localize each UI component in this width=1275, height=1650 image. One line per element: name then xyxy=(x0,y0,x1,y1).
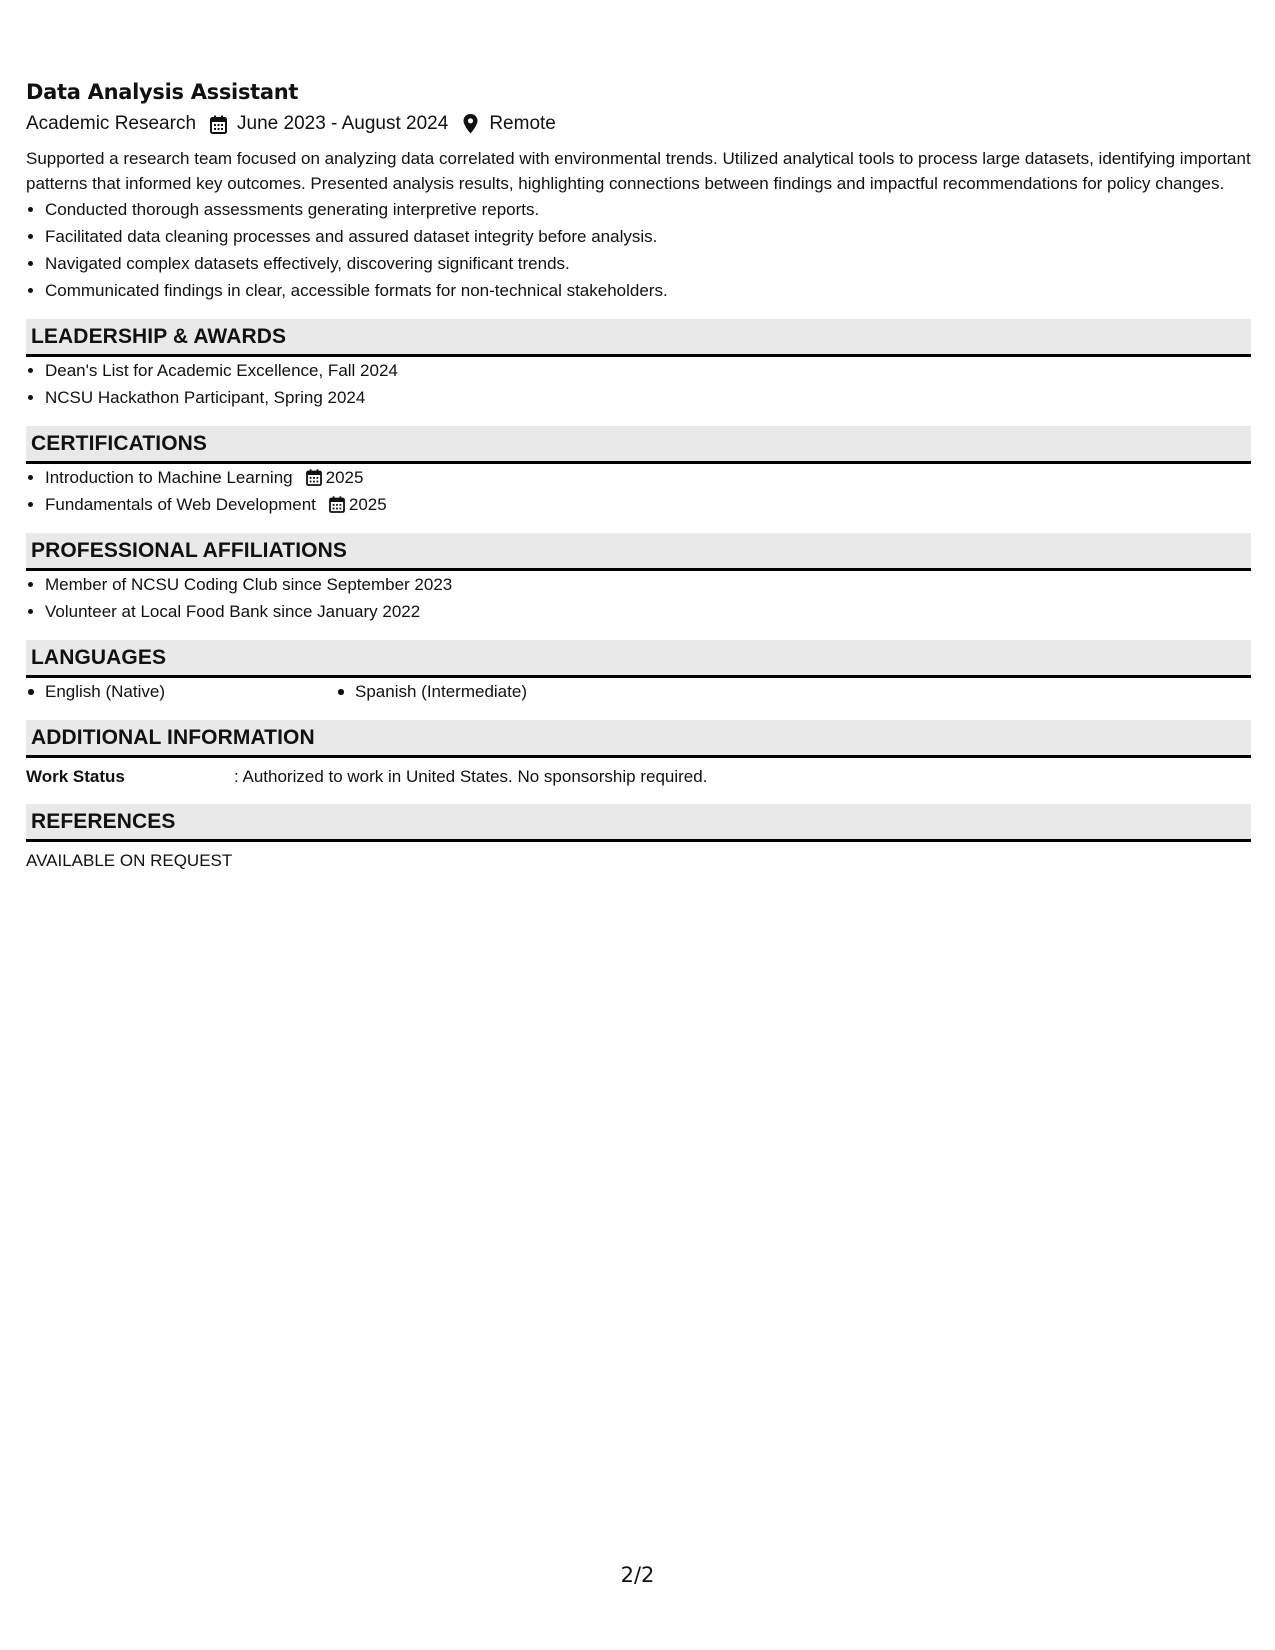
list-item: • Facilitated data cleaning processes and assured dataset integrity before analysis. xyxy=(45,223,1251,250)
list-item: • Conducted thorough assessments generating interpretive reports. xyxy=(45,196,1251,223)
resume-page xyxy=(26,78,1251,873)
work-status-label: Work Status xyxy=(26,767,125,786)
references-section xyxy=(26,804,1251,873)
list-item: English (Native) xyxy=(26,678,336,705)
section-heading: PROFESSIONAL AFFILIATIONS xyxy=(26,533,1251,571)
certification-year: 2025 xyxy=(325,468,364,487)
job-location: Remote xyxy=(489,113,556,134)
map-pin-icon xyxy=(460,113,480,135)
languages-list xyxy=(26,678,1251,705)
section-heading: LEADERSHIP & AWARDS xyxy=(26,319,1251,357)
list-item: • Communicated findings in clear, accessible formats for non-technical stakeholders. xyxy=(45,277,1251,304)
list-item xyxy=(45,491,1251,518)
list-item: • Member of NCSU Coding Club since September 2023 xyxy=(45,571,1251,598)
section-heading: CERTIFICATIONS xyxy=(26,426,1251,464)
list-item: • Volunteer at Local Food Bank since January 2022 xyxy=(45,598,1251,625)
affiliations-list xyxy=(26,571,1251,625)
calendar-icon xyxy=(328,496,346,514)
list-item: • Dean's List for Academic Excellence, Fall 2024 xyxy=(45,357,1251,384)
organization: Academic Research xyxy=(26,113,197,134)
certifications-list xyxy=(26,464,1251,518)
job-dates: June 2023 - August 2024 xyxy=(237,113,449,134)
list-item: • NCSU Hackathon Participant, Spring 2024 xyxy=(45,384,1251,411)
certifications-section xyxy=(26,426,1251,518)
section-heading: LANGUAGES xyxy=(26,640,1251,678)
job-meta xyxy=(26,111,1251,137)
work-status-row xyxy=(26,765,1251,789)
job-summary: Supported a research team focused on analyzing data correlated with environmental trends. Utilized analytical tools to process large datasets, identifying important patterns that informed key outcomes. Presented analysis results, highlighting connections between findings and impactful recommendations for policy changes. xyxy=(26,149,1251,193)
calendar-icon xyxy=(208,113,228,135)
work-status-value: : Authorized to work in United States. No sponsorship required. xyxy=(234,767,708,786)
references-text: AVAILABLE ON REQUEST xyxy=(26,851,233,870)
certification-name: • Introduction to Machine Learning xyxy=(45,468,293,487)
job-title: Data Analysis Assistant xyxy=(26,80,299,104)
certification-year: 2025 xyxy=(348,495,387,514)
leadership-section xyxy=(26,319,1251,411)
languages-section xyxy=(26,640,1251,705)
certification-name: • Fundamentals of Web Development xyxy=(45,495,316,514)
list-item xyxy=(45,464,1251,491)
experience-entry xyxy=(26,78,1251,304)
list-item: Spanish (Intermediate) xyxy=(336,678,527,705)
calendar-icon xyxy=(305,469,323,487)
section-heading: REFERENCES xyxy=(26,804,1251,842)
section-heading: ADDITIONAL INFORMATION xyxy=(26,720,1251,758)
additional-info-section xyxy=(26,720,1251,789)
page-number: 2/2 xyxy=(620,1563,655,1587)
affiliations-section xyxy=(26,533,1251,625)
list-item: • Navigated complex datasets effectively, discovering significant trends. xyxy=(45,250,1251,277)
job-bullets xyxy=(26,196,1251,304)
leadership-list xyxy=(26,357,1251,411)
